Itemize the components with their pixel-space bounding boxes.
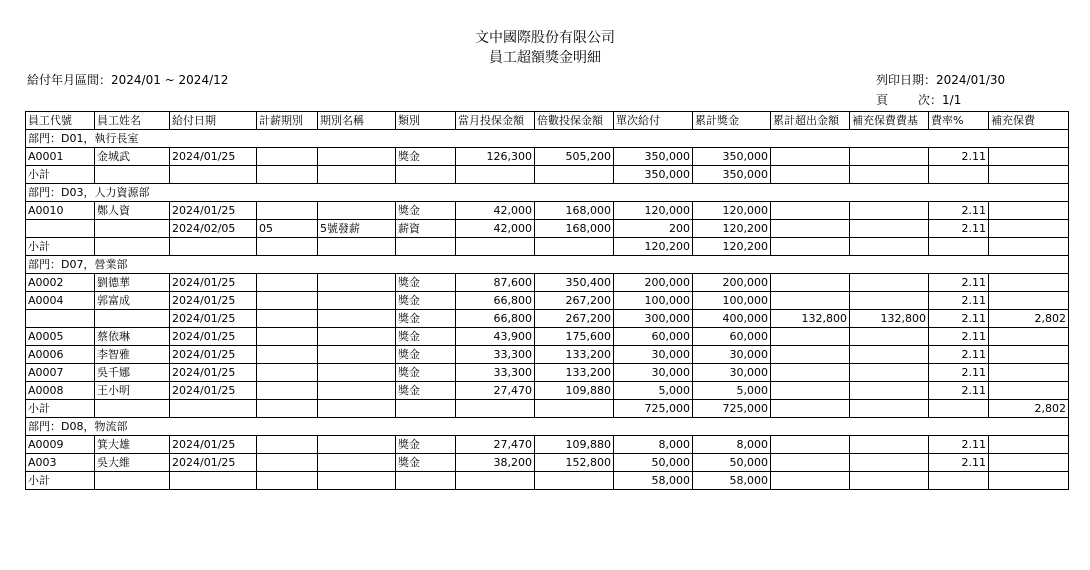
table-cell — [257, 148, 318, 166]
table-cell — [535, 400, 614, 418]
column-header: 當月投保金額 — [456, 112, 535, 130]
table-cell: 吳千娜 — [95, 364, 170, 382]
table-cell: 2024/02/05 — [170, 220, 257, 238]
table-cell: 2.11 — [929, 148, 989, 166]
table-cell — [989, 274, 1069, 292]
table-cell: 2.11 — [929, 346, 989, 364]
table-cell: 8,000 — [614, 436, 693, 454]
table-cell — [771, 472, 850, 490]
table-cell: A0002 — [26, 274, 95, 292]
table-cell: 200,000 — [614, 274, 693, 292]
table-cell: 200,000 — [693, 274, 771, 292]
table-cell — [396, 472, 456, 490]
table-cell: 133,200 — [535, 364, 614, 382]
table-cell: 58,000 — [614, 472, 693, 490]
table-cell: 2.11 — [929, 382, 989, 400]
table-cell: 獎金 — [396, 364, 456, 382]
department-row — [26, 130, 1069, 148]
table-cell: 劉德華 — [95, 274, 170, 292]
table-cell: 2.11 — [929, 292, 989, 310]
table-cell: 2024/01/25 — [170, 382, 257, 400]
table-cell: A0008 — [26, 382, 95, 400]
column-header: 員工代號 — [26, 112, 95, 130]
table-header-row — [26, 112, 1069, 130]
subtotal-row — [26, 472, 1069, 490]
company-name: 文中國際股份有限公司 — [475, 30, 615, 46]
table-cell — [929, 400, 989, 418]
table-cell — [95, 400, 170, 418]
table-cell — [318, 148, 396, 166]
table-cell: 小計 — [26, 472, 95, 490]
table-cell: 獎金 — [396, 274, 456, 292]
table-row — [26, 292, 1069, 310]
table-cell — [318, 292, 396, 310]
table-row — [26, 310, 1069, 328]
table-cell — [771, 454, 850, 472]
table-cell — [318, 202, 396, 220]
table-cell: 350,000 — [614, 148, 693, 166]
column-header: 給付日期 — [170, 112, 257, 130]
table-cell — [850, 238, 929, 256]
table-cell — [456, 238, 535, 256]
table-cell — [771, 238, 850, 256]
table-cell: 箕大雄 — [95, 436, 170, 454]
table-cell: 2.11 — [929, 310, 989, 328]
table-cell: 300,000 — [614, 310, 693, 328]
table-cell: 42,000 — [456, 220, 535, 238]
table-cell: 2.11 — [929, 364, 989, 382]
table-cell — [771, 346, 850, 364]
table-cell: 李智雅 — [95, 346, 170, 364]
table-cell — [257, 274, 318, 292]
table-row — [26, 202, 1069, 220]
table-cell: 獎金 — [396, 454, 456, 472]
table-cell — [318, 364, 396, 382]
table-row — [26, 220, 1069, 238]
table-cell: 350,000 — [614, 166, 693, 184]
table-cell: 2024/01/25 — [170, 346, 257, 364]
table-cell: 725,000 — [614, 400, 693, 418]
table-cell: 獎金 — [396, 292, 456, 310]
table-cell: 2.11 — [929, 274, 989, 292]
table-cell: 5,000 — [614, 382, 693, 400]
table-cell — [318, 454, 396, 472]
table-cell — [771, 292, 850, 310]
report-title: 員工超額獎金明細 — [489, 50, 601, 66]
table-cell: 2024/01/25 — [170, 436, 257, 454]
table-cell: 獎金 — [396, 148, 456, 166]
table-cell: 350,000 — [693, 166, 771, 184]
table-cell — [318, 472, 396, 490]
table-cell: 33,300 — [456, 364, 535, 382]
table-cell: 獎金 — [396, 382, 456, 400]
table-cell: 87,600 — [456, 274, 535, 292]
table-cell: A0005 — [26, 328, 95, 346]
table-cell: 109,880 — [535, 436, 614, 454]
column-header: 單次給付 — [614, 112, 693, 130]
table-cell — [850, 148, 929, 166]
table-cell — [257, 202, 318, 220]
table-cell — [95, 238, 170, 256]
table-row — [26, 346, 1069, 364]
table-row — [26, 436, 1069, 454]
column-header: 計薪期別 — [257, 112, 318, 130]
table-row — [26, 382, 1069, 400]
table-cell — [456, 166, 535, 184]
table-cell: 吳大維 — [95, 454, 170, 472]
table-cell: 獎金 — [396, 328, 456, 346]
table-cell — [396, 400, 456, 418]
table-cell: 725,000 — [693, 400, 771, 418]
column-header: 費率% — [929, 112, 989, 130]
column-header: 補充保費 — [989, 112, 1069, 130]
table-cell — [850, 364, 929, 382]
table-cell — [257, 310, 318, 328]
table-cell — [257, 454, 318, 472]
table-cell: 168,000 — [535, 220, 614, 238]
table-cell — [850, 220, 929, 238]
table-cell: 66,800 — [456, 292, 535, 310]
table-cell: 109,880 — [535, 382, 614, 400]
table-cell: 2024/01/25 — [170, 202, 257, 220]
table-cell — [850, 328, 929, 346]
department-label: 部門：D08，物流部 — [26, 418, 1069, 436]
table-cell — [257, 238, 318, 256]
table-cell — [850, 382, 929, 400]
table-cell: 小計 — [26, 238, 95, 256]
page-number — [876, 92, 961, 108]
table-cell — [26, 310, 95, 328]
table-cell — [771, 382, 850, 400]
column-header: 員工姓名 — [95, 112, 170, 130]
table-cell — [95, 166, 170, 184]
table-cell: 120,000 — [614, 202, 693, 220]
table-cell — [771, 328, 850, 346]
table-cell: 2024/01/25 — [170, 364, 257, 382]
table-cell: 郭富成 — [95, 292, 170, 310]
table-cell: 50,000 — [693, 454, 771, 472]
table-cell: 33,300 — [456, 346, 535, 364]
table-cell — [989, 220, 1069, 238]
bonus-detail-table — [25, 111, 1069, 490]
table-cell — [318, 400, 396, 418]
table-cell — [318, 238, 396, 256]
table-cell: 2.11 — [929, 328, 989, 346]
print-date: 列印日期：2024/01/30 — [876, 73, 1006, 87]
table-cell: 58,000 — [693, 472, 771, 490]
table-cell: 2024/01/25 — [170, 292, 257, 310]
table-cell: 152,800 — [535, 454, 614, 472]
table-cell — [850, 346, 929, 364]
department-row — [26, 256, 1069, 274]
table-cell — [318, 166, 396, 184]
table-row — [26, 364, 1069, 382]
table-cell — [257, 328, 318, 346]
table-cell — [929, 166, 989, 184]
table-cell — [257, 436, 318, 454]
department-label: 部門：D03，人力資源部 — [26, 184, 1069, 202]
table-cell: A0001 — [26, 148, 95, 166]
table-cell: 50,000 — [614, 454, 693, 472]
table-cell — [989, 202, 1069, 220]
table-cell — [989, 436, 1069, 454]
table-cell: 120,200 — [693, 220, 771, 238]
table-cell: 30,000 — [614, 346, 693, 364]
table-cell: 2.11 — [929, 454, 989, 472]
table-cell — [456, 472, 535, 490]
page-label-prefix: 頁 — [876, 93, 889, 107]
pay-period-range: 給付年月區間：2024/01 ~ 2024/12 — [27, 73, 229, 87]
table-cell — [850, 436, 929, 454]
table-cell: 2.11 — [929, 202, 989, 220]
table-cell — [850, 274, 929, 292]
table-cell — [170, 238, 257, 256]
table-row — [26, 454, 1069, 472]
subtotal-row — [26, 400, 1069, 418]
table-cell: 43,900 — [456, 328, 535, 346]
table-cell — [95, 220, 170, 238]
table-cell: 2024/01/25 — [170, 148, 257, 166]
table-cell — [95, 310, 170, 328]
table-cell — [535, 166, 614, 184]
table-cell: 鄭人資 — [95, 202, 170, 220]
department-row — [26, 418, 1069, 436]
table-cell — [535, 472, 614, 490]
table-cell — [257, 382, 318, 400]
table-cell — [850, 166, 929, 184]
table-cell: 100,000 — [614, 292, 693, 310]
table-cell: 8,000 — [693, 436, 771, 454]
table-cell — [989, 238, 1069, 256]
table-cell — [318, 346, 396, 364]
table-cell — [318, 436, 396, 454]
table-cell — [170, 166, 257, 184]
table-cell: A0009 — [26, 436, 95, 454]
table-cell: 小計 — [26, 400, 95, 418]
table-cell: 王小明 — [95, 382, 170, 400]
department-label: 部門：D01，執行長室 — [26, 130, 1069, 148]
table-cell — [170, 472, 257, 490]
table-row — [26, 274, 1069, 292]
table-cell: 60,000 — [693, 328, 771, 346]
table-cell: 獎金 — [396, 436, 456, 454]
table-cell: 267,200 — [535, 310, 614, 328]
table-cell: 2,802 — [989, 310, 1069, 328]
table-cell: 30,000 — [693, 346, 771, 364]
table-cell — [929, 238, 989, 256]
column-header: 補充保費費基 — [850, 112, 929, 130]
table-cell: 2.11 — [929, 220, 989, 238]
table-cell: 132,800 — [850, 310, 929, 328]
subtotal-row — [26, 238, 1069, 256]
table-cell — [850, 292, 929, 310]
table-cell: 42,000 — [456, 202, 535, 220]
table-cell: 薪資 — [396, 220, 456, 238]
table-cell: 蔡依琳 — [95, 328, 170, 346]
table-cell — [318, 382, 396, 400]
table-cell — [257, 364, 318, 382]
column-header: 類別 — [396, 112, 456, 130]
table-cell: 獎金 — [396, 346, 456, 364]
table-cell: 133,200 — [535, 346, 614, 364]
table-cell — [26, 220, 95, 238]
table-cell — [318, 274, 396, 292]
table-cell — [989, 364, 1069, 382]
table-cell: 27,470 — [456, 382, 535, 400]
table-cell: A0004 — [26, 292, 95, 310]
table-cell: 100,000 — [693, 292, 771, 310]
table-cell: A0006 — [26, 346, 95, 364]
table-cell: A003 — [26, 454, 95, 472]
table-cell — [989, 292, 1069, 310]
table-cell — [257, 346, 318, 364]
table-cell: 05 — [257, 220, 318, 238]
column-header: 期別名稱 — [318, 112, 396, 130]
column-header: 倍數投保金額 — [535, 112, 614, 130]
table-cell: 27,470 — [456, 436, 535, 454]
table-cell — [989, 328, 1069, 346]
table-cell: 金城武 — [95, 148, 170, 166]
table-cell — [257, 400, 318, 418]
table-cell — [771, 400, 850, 418]
table-row — [26, 148, 1069, 166]
table-cell: 2024/01/25 — [170, 328, 257, 346]
table-cell: 5,000 — [693, 382, 771, 400]
department-row — [26, 184, 1069, 202]
table-cell — [318, 328, 396, 346]
table-cell — [771, 166, 850, 184]
department-label: 部門：D07，營業部 — [26, 256, 1069, 274]
table-cell — [771, 202, 850, 220]
table-cell: 200 — [614, 220, 693, 238]
table-cell: 175,600 — [535, 328, 614, 346]
table-cell: 120,200 — [614, 238, 693, 256]
table-cell: 400,000 — [693, 310, 771, 328]
table-cell: 350,400 — [535, 274, 614, 292]
table-cell: A0010 — [26, 202, 95, 220]
table-cell — [989, 346, 1069, 364]
table-cell — [771, 148, 850, 166]
table-cell — [850, 400, 929, 418]
table-cell — [95, 472, 170, 490]
table-cell: 2024/01/25 — [170, 274, 257, 292]
table-cell: 2024/01/25 — [170, 454, 257, 472]
table-cell — [929, 472, 989, 490]
column-header: 累計超出金額 — [771, 112, 850, 130]
table-cell: 60,000 — [614, 328, 693, 346]
table-cell: A0007 — [26, 364, 95, 382]
table-cell: 2,802 — [989, 400, 1069, 418]
subtotal-row — [26, 166, 1069, 184]
table-cell: 168,000 — [535, 202, 614, 220]
table-cell: 38,200 — [456, 454, 535, 472]
table-cell — [850, 202, 929, 220]
table-cell — [989, 148, 1069, 166]
page-label-value: 次：1/1 — [918, 93, 962, 107]
table-cell — [850, 454, 929, 472]
table-row — [26, 328, 1069, 346]
table-cell — [989, 472, 1069, 490]
table-cell: 66,800 — [456, 310, 535, 328]
table-cell: 獎金 — [396, 202, 456, 220]
table-cell — [771, 220, 850, 238]
table-cell: 505,200 — [535, 148, 614, 166]
table-cell: 2024/01/25 — [170, 310, 257, 328]
table-cell — [989, 454, 1069, 472]
table-cell: 120,000 — [693, 202, 771, 220]
table-cell: 5號發薪 — [318, 220, 396, 238]
table-cell — [396, 166, 456, 184]
table-cell — [850, 472, 929, 490]
table-cell — [318, 310, 396, 328]
table-cell: 120,200 — [693, 238, 771, 256]
table-cell: 2.11 — [929, 436, 989, 454]
table-cell: 獎金 — [396, 310, 456, 328]
table-cell — [771, 274, 850, 292]
table-cell: 30,000 — [693, 364, 771, 382]
table-cell — [771, 364, 850, 382]
table-cell: 267,200 — [535, 292, 614, 310]
table-cell — [989, 382, 1069, 400]
table-cell — [257, 292, 318, 310]
table-cell — [396, 238, 456, 256]
table-cell: 132,800 — [771, 310, 850, 328]
table-cell — [257, 472, 318, 490]
table-cell — [771, 436, 850, 454]
table-cell: 350,000 — [693, 148, 771, 166]
table-cell: 126,300 — [456, 148, 535, 166]
table-cell — [257, 166, 318, 184]
table-cell — [170, 400, 257, 418]
table-cell: 30,000 — [614, 364, 693, 382]
table-cell: 小計 — [26, 166, 95, 184]
table-cell — [535, 238, 614, 256]
table-cell — [989, 166, 1069, 184]
column-header: 累計獎金 — [693, 112, 771, 130]
table-cell — [456, 400, 535, 418]
